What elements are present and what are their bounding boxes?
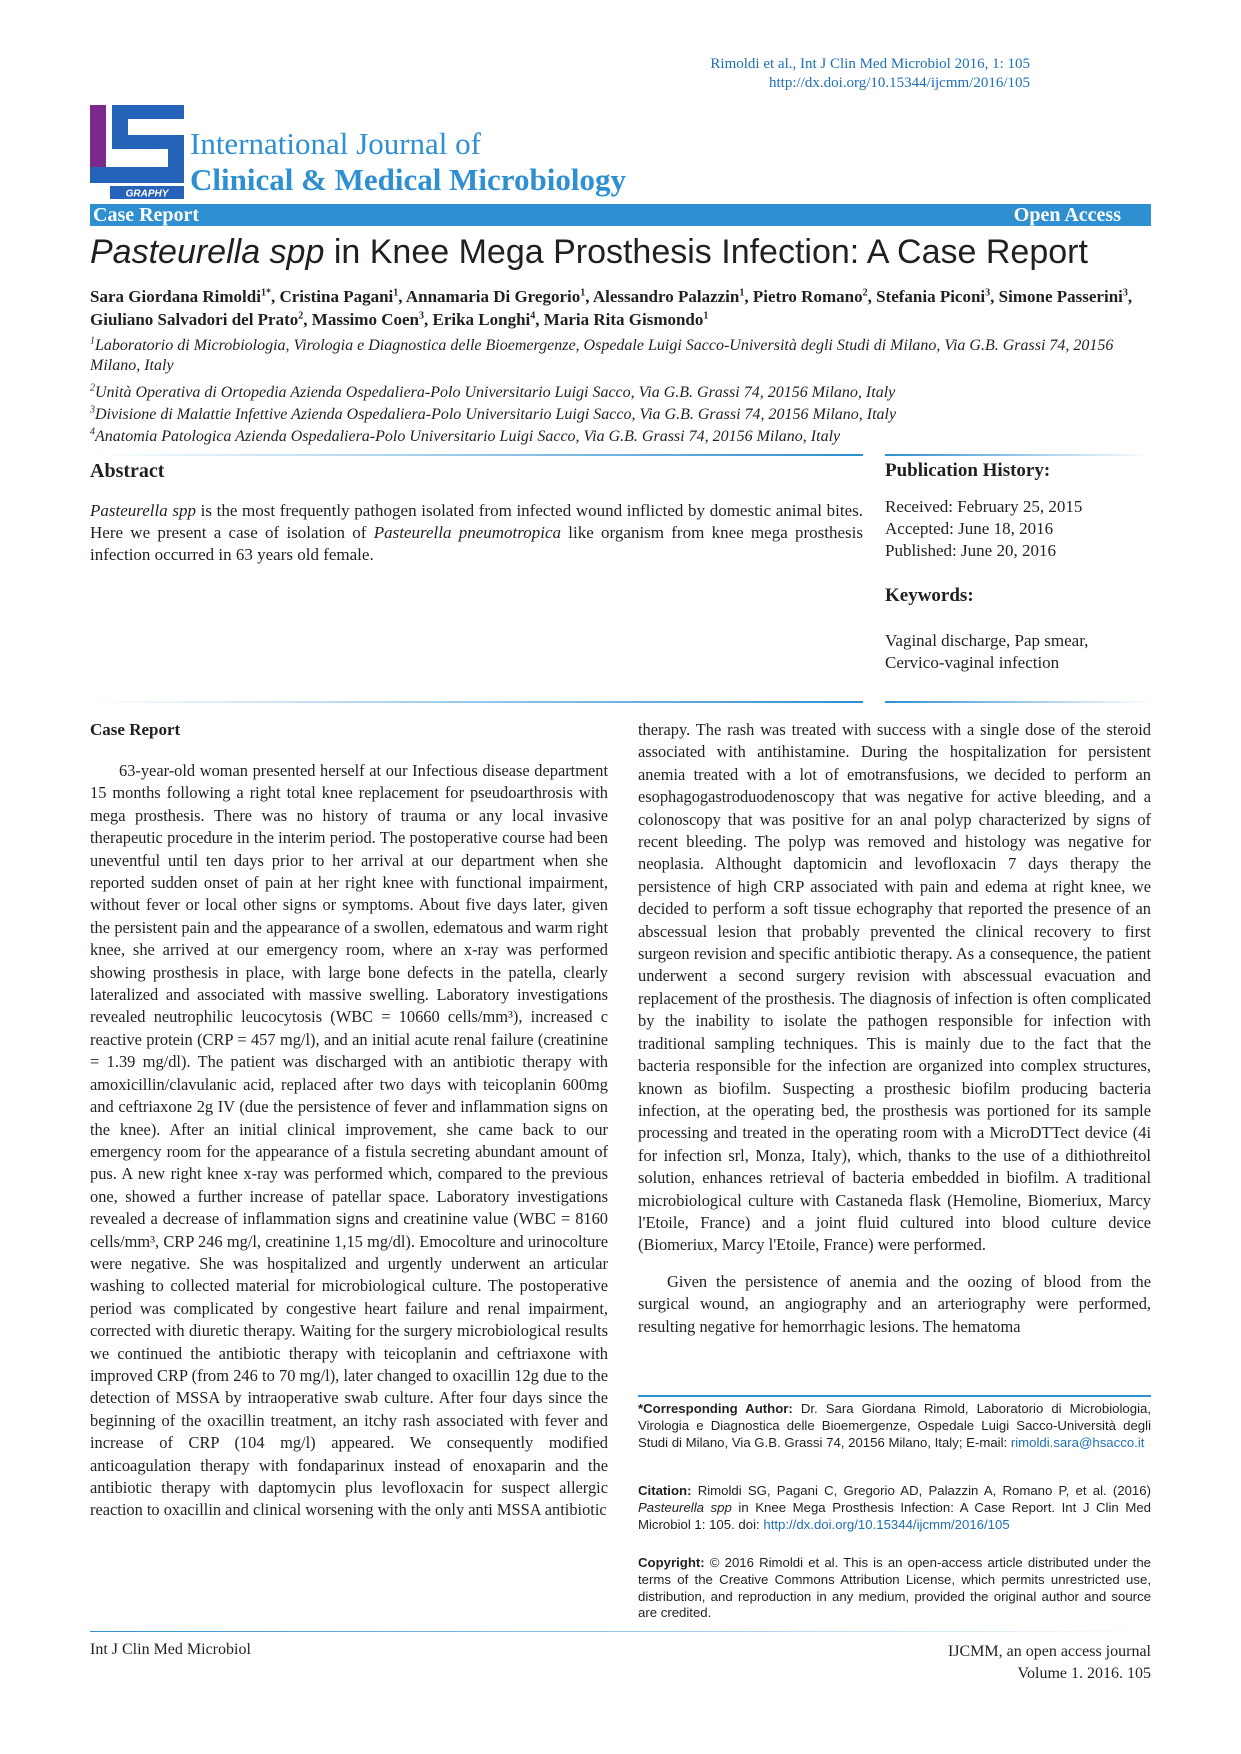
affiliation-1: $^1$Laboratorio di Microbiologia, Virologia e Diagnostica delle Bioemergenze, Ospedale Luigi Sacco-Università degli Studi di Milano, Via G.B. Grassi 74, 20156 Milano, Italy <box>90 335 1114 374</box>
open-access-label: Open Access <box>1013 204 1121 226</box>
notes-rule <box>638 1395 1151 1397</box>
citation-header <box>710 55 1030 93</box>
abstract-top-rule <box>90 454 863 456</box>
author: Massimo Coen$^3$, <box>311 310 433 329</box>
citation-line: Rimoldi et al., Int J Clin Med Microbiol 2016, 1: 105 <box>710 56 1030 72</box>
journal-name-line1: International Journal of <box>190 126 481 161</box>
article-type-bar <box>90 204 1151 226</box>
footer-info: IJCMM, an open access journal Volume 1. 2016. 105 <box>947 1643 1151 1682</box>
journal-name-line2: Clinical & Medical Microbiology <box>190 162 626 197</box>
doi-link[interactable]: http://dx.doi.org/10.15344/ijcmm/2016/105 <box>763 1516 1010 1532</box>
author-list <box>90 285 1151 331</box>
doi-link[interactable]: http://dx.doi.org/10.15344/ijcmm/2016/105 <box>769 75 1030 91</box>
affiliation-3: $^3$Divisione di Malattie Infettive Azienda Ospedaliera-Polo Universitario Luigi Sacco, Via G.B. Grassi 74, 20156 Milano, Italy <box>90 404 897 423</box>
paragraph: Given the persistence of anemia and the oozing of blood from the surgical wound, an angiography and an arteriography were performed, resulting negative for hemorrhagic lesions. The hematoma <box>638 1271 1151 1336</box>
abstract-text: Pasteurella spp is the most frequently pathogen isolated from infected wound inflicted by domestic animal bites. Here we present a case of isolation of Pasteurella pneumotropica like organism from knee mega prosthesis infection occurred in 63 years old female. <box>90 501 864 564</box>
affiliation-2: $^2$Unità Operativa di Ortopedia Azienda Ospedaliera-Polo Universitario Luigi Sacco, Via G.B. Grassi 74, 20156 Milano, Italy <box>90 382 896 401</box>
corresponding-author-note: *Corresponding Author: Dr. Sara Giordana Rimold, Laboratorio di Microbiologia, Virologia e Diagnostica delle Bioemergenze, Ospedale Luigi Sacco-Università degli Studi di Milano, Via G.B. Grassi 74, 20156 Milano, Italy; E-mail: rimoldi.sara@hsacco.it <box>638 1401 1151 1450</box>
paragraph: 63-year-old woman presented herself at our Infectious disease department 15 months following a right total knee replacement for pseudoarthrosis with mega prosthesis. There was no history of trauma or any local invasive therapeutic procedure in the interim period. The postoperative course had been uneventful until ten days prior to her arrival at our department when she reported sudden onset of pain at her right knee with functional impairment, without fever or local other signs or symptoms. About five days later, given the persistent pain and the appearance of a swollen, edematous and warm right knee, she arrived at our emergency room, where an x-ray was performed showing prosthesis in place, with large bone defects in the patella, clearly lateralized and associated with massive swelling. Laboratory investigations revealed neutrophilic leucocytosis (WBC = 10660 cells/mm³), increased c reactive protein (CRP = 457 mg/l), and an initial acute renal failure (creatinine = 1.39 mg/dl). The patient was discharged with an antibiotic therapy with amoxicillin/clavulanic acid, replaced after two days with teicoplanin 600mg and ceftriaxone 2g IV (due the persistence of fever and inflammation signs on the knee). After an initial clinical improvement, she came back to our emergency room for the appearance of a fistula secreting abundant amount of pus. A new right knee x-ray was performed which, compared to the previous one, showed a further increase of patellar space. Laboratory investigations revealed a decrease of inflammation signs and creatinine value (WBC = 8160 cells/mm³, CRP 246 mg/l, creatinine 1,15 mg/dl). Emocolture and urinocolture were negative. She was hospitalized and urgently underwent an articular washing to collected material for microbiological culture. The postoperative period was complicated by congestive heart failure and renal impairment, corrected with diuretic therapy. Waiting for the surgery microbiological results we continued the antibiotic therapy with teicoplanin and ceftriaxone with improved CRP (from 246 to 70 mg/l), later changed to oxacillin 12g due to the detection of MSSA by intraoperative swab culture. After four days since the beginning of the oxacillin treatment, an itchy rash associated with fever and increase of CRP (104 mg/l) appeared. We consequently modified anticoagulation therapy with fondaparinux instead of enoxaparin and the antibiotic therapy with daptomycin plus levofloxacin for suspect allergic reaction to oxacillin and clinical worsening with the only anti MSSA antibiotic <box>90 761 608 1520</box>
citation-note: Citation: Rimoldi SG, Pagani C, Gregorio AD, Palazzin A, Romano P, et al. (2016) Pasteurella spp in Knee Mega Prosthesis Infection: A Case Report. Int J Clin Med Microbiol 1: 105. doi: http://dx.doi.org/10.15344/ijcmm/2016/105 <box>638 1483 1151 1532</box>
author: Annamaria Di Gregorio$^1$, <box>405 287 593 306</box>
sidebar-bottom-rule <box>885 701 1151 703</box>
affiliation-4: $^4$Anatomia Patologica Azienda Ospedaliera-Polo Universitario Luigi Sacco, Via G.B. Grassi 74, 20156 Milano, Italy <box>90 426 841 445</box>
keywords-list: Vaginal discharge, Pap smear, Cervico-vaginal infection <box>885 631 1089 672</box>
body-column-left <box>90 760 608 1522</box>
logo-text: GRAPHY <box>125 188 169 199</box>
title-rest: in Knee Mega Prosthesis Infection: A Case Report <box>324 233 1088 271</box>
case-report-heading: Case Report <box>90 720 181 739</box>
published-date: Published: June 20, 2016 <box>885 541 1056 560</box>
author: Cristina Pagani$^1$, <box>279 287 406 306</box>
abstract-heading: Abstract <box>90 460 165 482</box>
publication-history <box>885 496 1082 562</box>
title-italic: Pasteurella spp <box>90 233 325 271</box>
author: Sara Giordana Rimoldi$^{1*}$, <box>90 287 280 306</box>
journal-name <box>190 126 626 198</box>
author: Alessandro Palazzin$^1$, <box>592 287 753 306</box>
author: Stefania Piconi$^3$, <box>876 287 999 306</box>
accepted-date: Accepted: June 18, 2016 <box>885 519 1054 538</box>
journal-logo-icon <box>90 105 184 199</box>
author: Simone Passerini$^3$, <box>998 287 1133 306</box>
publication-history-heading: Publication History: <box>885 460 1051 481</box>
footer-rule <box>90 1631 1151 1632</box>
keywords-heading: Keywords: <box>885 585 974 606</box>
author: Maria Rita Gismondo$^1$ <box>543 310 709 329</box>
abstract-bottom-rule <box>90 701 863 703</box>
article-title <box>90 230 1088 274</box>
received-date: Received: February 25, 2015 <box>885 497 1083 516</box>
author: Erika Longhi$^4$, <box>432 310 544 329</box>
article-type: Case Report <box>93 204 200 226</box>
author: Giuliano Salvadori del Prato$^2$, <box>90 310 312 329</box>
email-link[interactable]: rimoldi.sara@hsacco.it <box>1010 1434 1145 1450</box>
sidebar-top-rule <box>885 454 1151 456</box>
copyright-note: Copyright: © 2016 Rimoldi et al. This is an open-access article distributed under the terms of the Creative Commons Attribution License, which permits unrestricted use, distribution, and reproduction in any medium, provided the original author and source are credited. <box>638 1555 1151 1621</box>
paragraph: therapy. The rash was treated with success with a single dose of the steroid associated with antihistamine. During the hospitalization for persistent anemia treated with a lot of emotransfusions, we decided to perform an esophagogastroduodenoscopy that was negative for active bleeding, and a colonoscopy that was positive for an anal polyp characterized by signs of recent bleeding. The polyp was removed and histology was negative for neoplasia. Althought daptomicin and levofloxacin 7 days therapy the persistence of high CRP associated with pain and edema at right knee, we decided to perform a soft tissue echography that reported the presence of an abscessual lesion that probably prevented the clinical recovery to first surgeon revision and specific antibiotic therapy. As a consequence, the patient underwent a second surgery revision with abscessual evacuation and replacement of the prosthesis. The diagnosis of infection is often complicated by the inability to isolate the pathogen responsible for infection with traditional sampling techniques. This is mainly due to the fact that the bacteria responsible for the infection are organized into complex structures, known as biofilm. Suspecting a prosthesic biofilm producing bacteria infection, at the operating bed, the prosthesis was portioned for its sample processing and treated in the operating room with a MicroDTTect device (4i for infection srl, Monza, Italy), which, thanks to the use of a dithiothreitol solution, enhances retrieval of bacteria embedded in biofilm. A traditional microbiological culture with Castaneda flask (Hemoline, Biomeriux, Marcy l'Etoile, France) and a joint fluid cultured into blood culture device (Biomeriux, Marcy l'Etoile, France) were performed. <box>638 720 1151 1255</box>
footer-journal: Int J Clin Med Microbiol <box>90 1641 251 1658</box>
author: Pietro Romano$^2$, <box>752 287 877 306</box>
body-column-right <box>638 719 1151 1338</box>
